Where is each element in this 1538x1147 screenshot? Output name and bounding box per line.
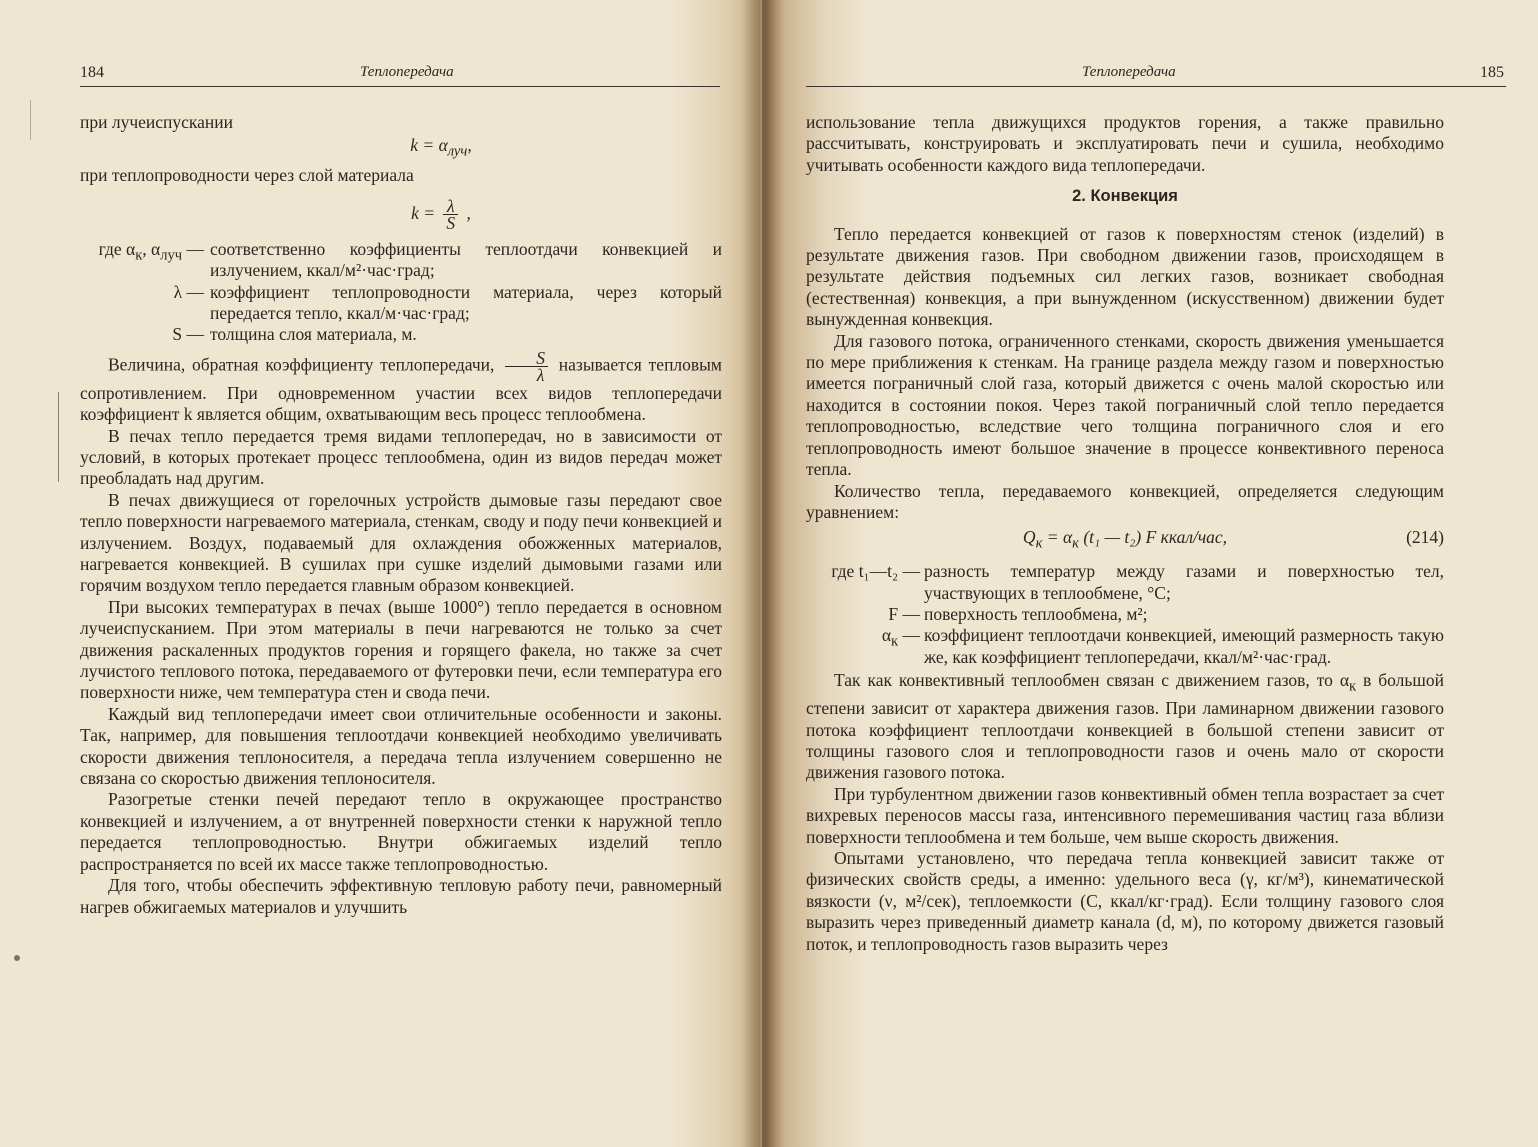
definition-temp-diff: где t₁—t₂ — разность температур между газами и поверхностью тел, участвующих в теплообмене, °С; <box>831 561 1444 603</box>
paragraph: В печах тепло передается тремя видами теплопередач, но в зависимости от условий, в которых протекает процесс теплообмена, один из видов передач может преобладать над другим. <box>80 425 722 489</box>
definition-label: $\alpha_к$ — <box>881 625 920 650</box>
left-page-body <box>80 112 722 918</box>
paragraph: Тепло передается конвекцией от газов к поверхностям стенок (изделий) в результате движения газов. При свободном движении газов, происходящем в результате действия подъемных сил легких газов, возникает свободная (естественная) конвекция, а при вынужденном (искусственном) движении будет вынужденная конвекция. <box>806 223 1444 330</box>
paragraph: Так как конвективный теплообмен связан с движением газов, то $\alpha_к$ в большой степени зависит от характера движения газов. При ламинарном движении газового потока коэффициент теплоотдачи конвекцией в большой степени зависит от толщины газового слоя и теплопроводности газов и очень мало от скорости движения газового потока. <box>806 670 1444 783</box>
fraction: $\frac{\lambda}{S}$ <box>443 198 458 231</box>
paragraph: Для того, чтобы обеспечить эффективную тепловую работу печи, равномерный нагрев обжигаемых материалов и улучшить <box>80 875 722 917</box>
definition-s: S — толщина слоя материала, м. <box>172 324 417 345</box>
header-rule <box>80 86 720 87</box>
definition-label: где $\alpha_к$, $\alpha_{луч}$ — <box>98 238 204 264</box>
right-page <box>762 0 1538 1147</box>
section-heading: 2. Конвекция <box>1072 187 1178 206</box>
margin-pencil-mark <box>58 392 59 482</box>
definition-alpha: где $\alpha_к$, $\alpha_{луч}$ — соответственно коэффициенты теплоотдачи конвекцией и излучением, ккал/м²·час·град; <box>80 239 722 282</box>
equation-214: $Q_к = \alpha_к$ (t₁ — t₂) F ккал/час, (214) <box>1022 527 1444 552</box>
paragraph: Количество тепла, передаваемого конвекцией, определяется следующим уравнением: <box>806 480 1444 522</box>
definition-f: F — поверхность теплообмена, м²; <box>888 604 1148 625</box>
equation-number: (214) <box>1406 527 1444 548</box>
page-number: 184 <box>80 64 104 81</box>
running-title: Теплопередача <box>360 64 454 80</box>
page-number: 185 <box>1480 64 1504 81</box>
variable-definitions <box>80 239 722 346</box>
left-page <box>0 0 760 1147</box>
right-page-body <box>806 112 1444 955</box>
paragraph: Для газового потока, ограниченного стенками, скорость движения уменьшается по мере приближения к стенкам. На границе раздела между газом и поверхностью имеется пограничный слой газа, который движется с очень малой скоростью или находится в состоянии покоя. Через такой пограничный слой тепло передается теплопроводностью, вследствие чего толщина пограничного слоя и его теплопроводность имеют большое значение в процессе конвективного переноса тепла. <box>806 330 1444 480</box>
paragraph: Каждый вид теплопередачи имеет свои отличительные особенности и законы. Так, например, для повышения теплоотдачи конвекцией необходимо увеличивать скорости движения теплоносителя, а передача тепла излучением совершенно не связана со скоростью движения теплоносителя. <box>80 703 722 789</box>
definition-lambda: λ — коэффициент теплопроводности материала, через который передается тепло, ккал/м·час·град; <box>173 281 722 323</box>
paragraph-resistance: Величина, обратная коэффициенту теплопередачи, $\frac{S}{\lambda}$ называется тепловым сопротивлением. При одновременном участии всех видов теплопередачи коэффициент k является общим, охватывающим весь процесс теплообмена. <box>80 347 723 425</box>
margin-pencil-mark <box>30 100 31 140</box>
paragraph: при лучеиспускании <box>80 112 234 132</box>
paragraph: При высоких температурах в печах (выше 1000°) тепло передается в основном лучеиспусканием. При этом материалы в печи нагреваются не только за счет движения раскаленных продуктов горения и горящего факела, но также за счет лучистого теплового потока, передаваемого от футеровки печи, если температура его поверхности ниже, чем температура стен и свода печи. <box>80 596 722 703</box>
paragraph: использование тепла движущихся продуктов горения, а также правильно рассчитывать, конструировать и эксплуатировать печи и сушила, необходимо учитывать особенности каждого вида теплопередачи. <box>806 112 1444 175</box>
left-page-header <box>80 60 720 88</box>
formula-conduction: k = $\frac{\lambda}{S}$ , <box>411 196 471 234</box>
running-title: Теплопередача <box>1082 64 1176 80</box>
paragraph: Опытами установлено, что передача тепла конвекцией зависит также от физических свойств среды, а именно: удельного веса (γ, кг/м³), кинематической вязкости (ν, м²/сек), теплоемкости (С, ккал/кг·град). Если толщину газового слоя выразить через приведенный диаметр канала (d, м), по которому движется газовый поток, и теплопроводность газов выразить через <box>806 848 1444 954</box>
right-page-header <box>806 60 1506 88</box>
header-rule <box>806 86 1506 87</box>
margin-dot <box>14 955 20 961</box>
fraction: $\frac{S}{\lambda}$ <box>505 350 548 383</box>
paragraph: Разогретые стенки печей передают тепло в окружающее пространство конвекцией и излучением, а от внутренней поверхности стенки к наружной тепло передается теплопроводностью. Внутри обжигаемых изделий тепло распространяется по всей их массе также теплопроводностью. <box>80 789 722 874</box>
variable-definitions <box>806 561 1444 668</box>
formula-radiation: $k = \alpha_{луч}$, <box>410 135 472 160</box>
paragraph: При турбулентном движении газов конвективный обмен тепла возрастает за счет вихревых переносов массы газа, интенсивного перемешивания частиц газа вблизи поверхности теплообмена и тем больше, чем выше скорость движения. <box>806 783 1444 847</box>
paragraph: при теплопроводности через слой материала <box>80 165 414 186</box>
definition-alpha-k: $\alpha_к$ — коэффициент теплоотдачи конвекцией, имеющий размерность такую же, как коэффициент теплопередачи, ккал/м²·час·град. <box>806 625 1444 668</box>
paragraph: В печах движущиеся от горелочных устройств дымовые газы передают свое тепло поверхности нагреваемого материала, стенкам, своду и поду печи конвекцией и излучением. Воздух, подаваемый для охлаждения обожженных материалов, нагревается конвекцией. В сушилах при сушке изделий дымовыми газами или горячим воздухом тепло передается главным образом конвекцией. <box>80 489 722 596</box>
